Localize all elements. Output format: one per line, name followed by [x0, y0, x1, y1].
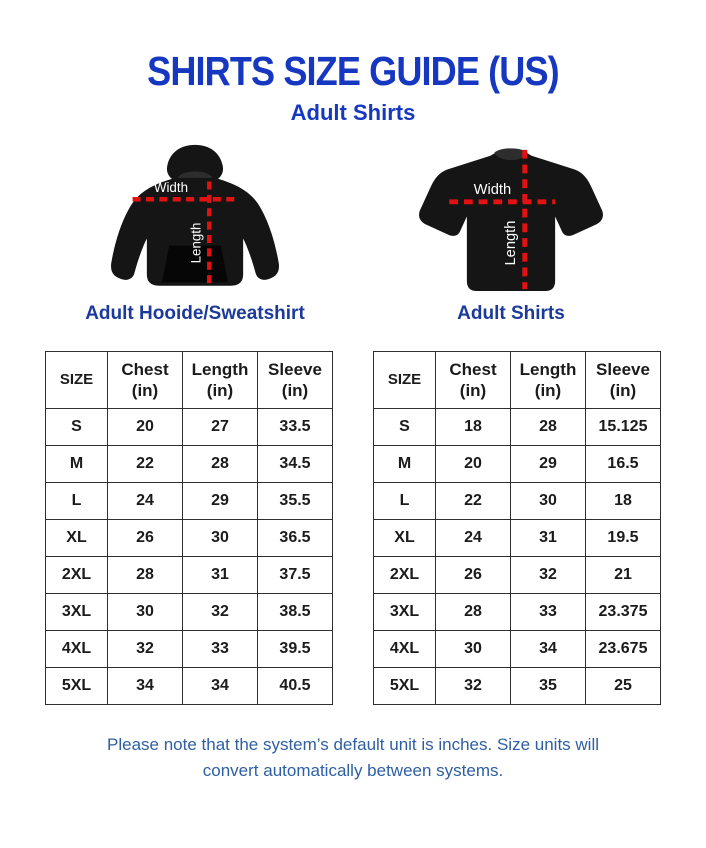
value-cell: 34	[108, 668, 183, 705]
value-cell: 20	[436, 446, 511, 483]
column-header: Sleeve (in)	[586, 352, 661, 409]
size-cell: 4XL	[374, 631, 436, 668]
size-cell: L	[46, 483, 108, 520]
value-cell: 23.675	[586, 631, 661, 668]
value-cell: 31	[511, 520, 586, 557]
column-header: SIZE	[374, 352, 436, 409]
value-cell: 40.5	[258, 668, 333, 705]
table-row	[46, 483, 333, 520]
table-row	[374, 668, 661, 705]
value-cell: 24	[108, 483, 183, 520]
table-row	[374, 520, 661, 557]
column-header: Length (in)	[183, 352, 258, 409]
size-cell: M	[374, 446, 436, 483]
value-cell: 36.5	[258, 520, 333, 557]
value-cell: 31	[183, 557, 258, 594]
table-row	[46, 520, 333, 557]
value-cell: 28	[183, 446, 258, 483]
value-cell: 34	[511, 631, 586, 668]
value-cell: 28	[436, 594, 511, 631]
value-cell: 22	[108, 446, 183, 483]
value-cell: 35	[511, 668, 586, 705]
size-guide-page	[0, 48, 706, 785]
value-cell: 26	[108, 520, 183, 557]
size-cell: L	[374, 483, 436, 520]
value-cell: 32	[511, 557, 586, 594]
value-cell: 32	[436, 668, 511, 705]
tshirt-size-table	[373, 351, 661, 705]
value-cell: 19.5	[586, 520, 661, 557]
table-row	[374, 446, 661, 483]
width-label: Width	[473, 181, 512, 198]
column-header: SIZE	[46, 352, 108, 409]
value-cell: 27	[183, 409, 258, 446]
tshirt-caption: Adult Shirts	[457, 303, 565, 324]
width-label: Width	[153, 180, 189, 196]
tshirt-section	[361, 142, 661, 325]
size-cell: 3XL	[46, 594, 108, 631]
value-cell: 23.375	[586, 594, 661, 631]
value-cell: 28	[511, 409, 586, 446]
garment-images-row	[0, 142, 706, 325]
value-cell: 28	[108, 557, 183, 594]
value-cell: 30	[436, 631, 511, 668]
footer-note	[0, 732, 706, 785]
value-cell: 34	[183, 668, 258, 705]
value-cell: 33.5	[258, 409, 333, 446]
value-cell: 22	[436, 483, 511, 520]
value-cell: 30	[183, 520, 258, 557]
hoodie-caption: Adult Hooide/Sweatshirt	[85, 303, 305, 324]
size-cell: 3XL	[374, 594, 436, 631]
tshirt-image	[408, 142, 614, 294]
table-row	[374, 409, 661, 446]
table-row	[46, 557, 333, 594]
size-cell: 2XL	[374, 557, 436, 594]
table-row	[374, 557, 661, 594]
size-cell: S	[374, 409, 436, 446]
table-row	[46, 594, 333, 631]
table-row	[46, 446, 333, 483]
value-cell: 38.5	[258, 594, 333, 631]
size-cell: 5XL	[374, 668, 436, 705]
size-cell: XL	[374, 520, 436, 557]
value-cell: 18	[586, 483, 661, 520]
value-cell: 29	[183, 483, 258, 520]
value-cell: 35.5	[258, 483, 333, 520]
table-row	[46, 668, 333, 705]
page-subtitle: Adult Shirts	[290, 100, 416, 125]
size-cell: XL	[46, 520, 108, 557]
size-cell: 5XL	[46, 668, 108, 705]
table-row	[374, 483, 661, 520]
table-row	[374, 594, 661, 631]
table-row	[46, 631, 333, 668]
value-cell: 16.5	[586, 446, 661, 483]
value-cell: 32	[183, 594, 258, 631]
value-cell: 34.5	[258, 446, 333, 483]
value-cell: 33	[511, 594, 586, 631]
value-cell: 30	[511, 483, 586, 520]
length-label: Length	[188, 222, 204, 264]
column-header: Length (in)	[511, 352, 586, 409]
size-cell: M	[46, 446, 108, 483]
table-row	[374, 631, 661, 668]
value-cell: 32	[108, 631, 183, 668]
value-cell: 20	[108, 409, 183, 446]
column-header: Chest (in)	[436, 352, 511, 409]
value-cell: 33	[183, 631, 258, 668]
footer-note-line1: Please note that the system’s default unit is inches. Size units will	[107, 735, 599, 754]
footer-note-line2: convert automatically between systems.	[202, 761, 504, 781]
value-cell: 24	[436, 520, 511, 557]
value-cell: 21	[586, 557, 661, 594]
value-cell: 26	[436, 557, 511, 594]
header-row	[374, 352, 661, 409]
size-cell: 2XL	[46, 557, 108, 594]
value-cell: 15.125	[586, 409, 661, 446]
page-title: SHIRTS SIZE GUIDE (US)	[147, 48, 559, 94]
size-cell: 4XL	[46, 631, 108, 668]
column-header: Chest (in)	[108, 352, 183, 409]
hoodie-section	[45, 142, 345, 325]
length-label: Length	[502, 220, 519, 266]
hoodie-size-table	[45, 351, 333, 705]
value-cell: 18	[436, 409, 511, 446]
value-cell: 37.5	[258, 557, 333, 594]
table-row	[46, 409, 333, 446]
value-cell: 30	[108, 594, 183, 631]
column-header: Sleeve (in)	[258, 352, 333, 409]
value-cell: 29	[511, 446, 586, 483]
size-cell: S	[46, 409, 108, 446]
value-cell: 39.5	[258, 631, 333, 668]
header-row	[46, 352, 333, 409]
value-cell: 25	[586, 668, 661, 705]
size-tables-row	[0, 351, 706, 705]
hoodie-image	[88, 142, 302, 294]
